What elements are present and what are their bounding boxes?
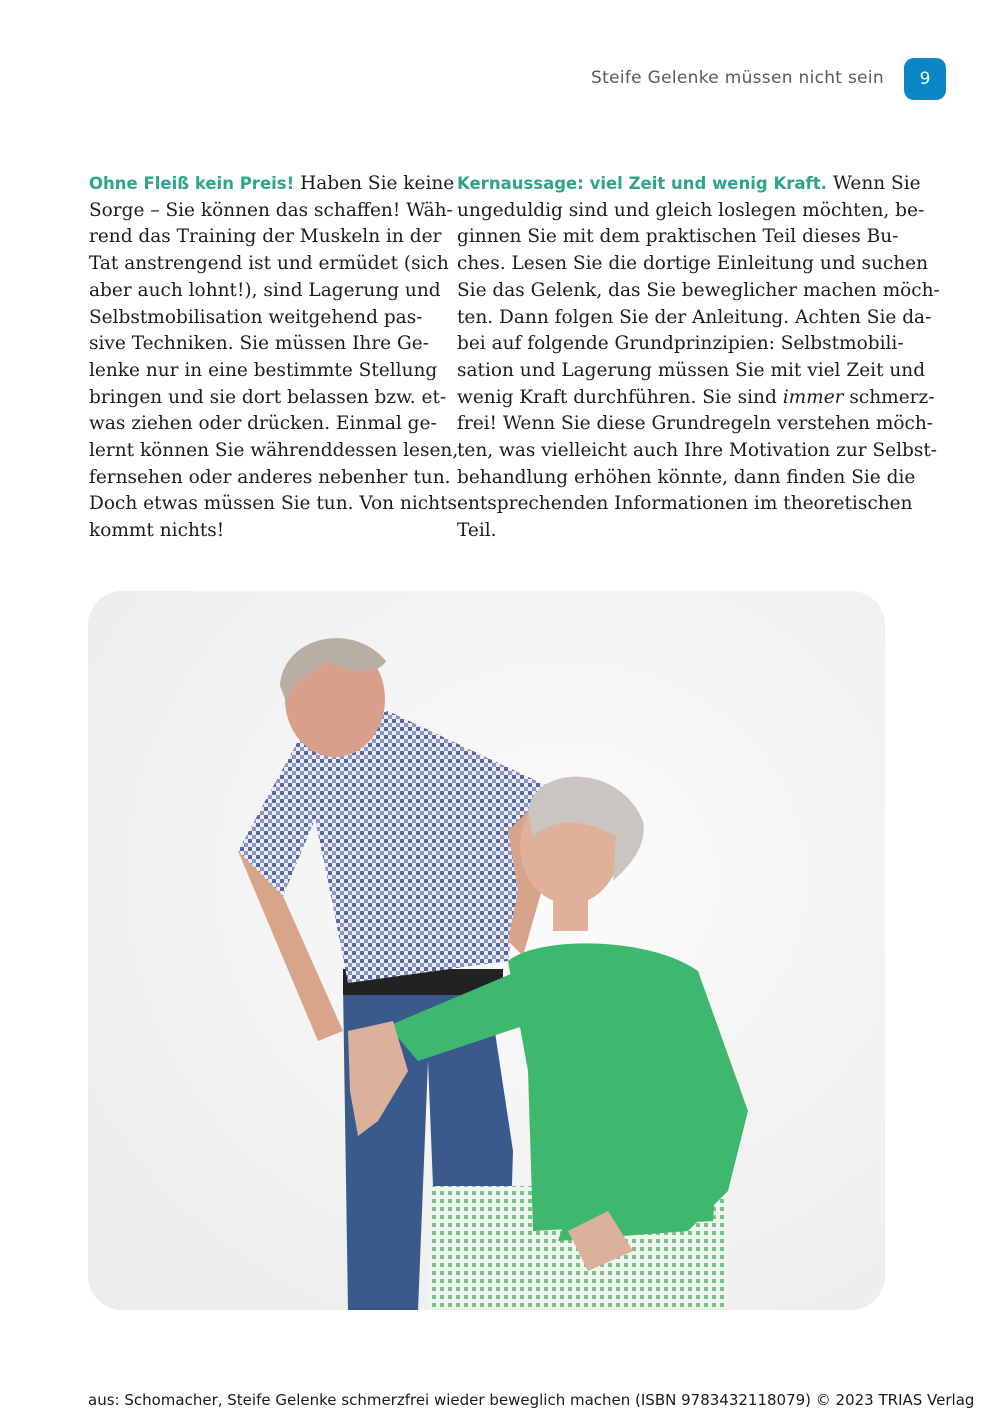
paragraph-line: ches. Lesen Sie die dortige Einleitung und suchen xyxy=(457,253,929,275)
paragraph-line: aber auch lohnt!), sind Lagerung und xyxy=(89,279,441,301)
paragraph-line: lenke nur in eine bestimmte Stellung xyxy=(89,359,438,381)
paragraph-line: kommt nichts! xyxy=(89,520,225,542)
paragraph-line: Selbstmobilisation weitgehend pas- xyxy=(89,306,423,328)
paragraph-line: Teil. xyxy=(457,520,497,542)
paragraph-line: wenig Kraft durchführen. Sie sind xyxy=(457,386,777,408)
paragraph-line: Sorge – Sie können das schaffen! Wäh- xyxy=(89,199,453,221)
paragraph-line: Wenn Sie xyxy=(832,173,921,194)
paragraph-line: Tat anstrengend ist und ermüdet (sich xyxy=(89,253,449,275)
left-text-column xyxy=(89,171,459,545)
paragraph-line-tail: schmerz- xyxy=(849,386,935,408)
paragraph-line: lernt können Sie währenddessen lesen, xyxy=(89,440,459,462)
paragraph-line: ginnen Sie mit dem praktischen Teil dieses Bu- xyxy=(457,226,899,248)
paragraph-line: frei! Wenn Sie diese Grundregeln verstehen möch- xyxy=(457,413,934,435)
paragraph-line: behandlung erhöhen könnte, dann finden Sie die xyxy=(457,466,916,488)
paragraph-line: bei auf folgende Grundprinzipien: Selbstmobili- xyxy=(457,333,904,355)
paragraph-line: Doch etwas müssen Sie tun. Von nichts xyxy=(89,493,458,515)
paragraph-line: entsprechenden Informationen im theoretischen xyxy=(457,493,913,515)
paragraph-line: fernsehen oder anderes nebenher tun. xyxy=(89,466,451,488)
paragraph-line: Haben Sie keine xyxy=(300,173,455,194)
photo-therapist-and-patient xyxy=(88,591,885,1310)
emphasis-word: immer xyxy=(782,386,844,408)
paragraph-line: was ziehen oder drücken. Einmal ge- xyxy=(89,413,437,435)
page-number-badge: 9 xyxy=(904,58,946,100)
left-lead-heading: Ohne Fleiß kein Preis! xyxy=(89,174,295,193)
right-lead-heading: Kernaussage: viel Zeit und wenig Kraft. xyxy=(457,174,827,193)
running-header-title: Steife Gelenke müssen nicht sein xyxy=(591,68,884,88)
paragraph-line: rend das Training der Muskeln in der xyxy=(89,226,442,248)
paragraph-line: ungeduldig sind und gleich loslegen möchten, be- xyxy=(457,199,925,221)
paragraph-line: ten, was vielleicht auch Ihre Motivation zur Selbst- xyxy=(457,440,938,462)
paragraph-line: sive Techniken. Sie müssen Ihre Ge- xyxy=(89,333,429,355)
footer-credit: aus: Schomacher, Steife Gelenke schmerzfrei wieder beweglich machen (ISBN 9783432118079) © 2023 TRIAS Verlag xyxy=(88,1391,975,1409)
right-text-column xyxy=(457,171,940,545)
paragraph-line: ten. Dann folgen Sie der Anleitung. Achten Sie da- xyxy=(457,306,932,328)
paragraph-line: Sie das Gelenk, das Sie beweglicher machen möch- xyxy=(457,279,940,301)
photo-illustration xyxy=(88,591,885,1310)
paragraph-line: sation und Lagerung müssen Sie mit viel Zeit und xyxy=(457,359,926,381)
paragraph-line: bringen und sie dort belassen bzw. et- xyxy=(89,386,447,408)
